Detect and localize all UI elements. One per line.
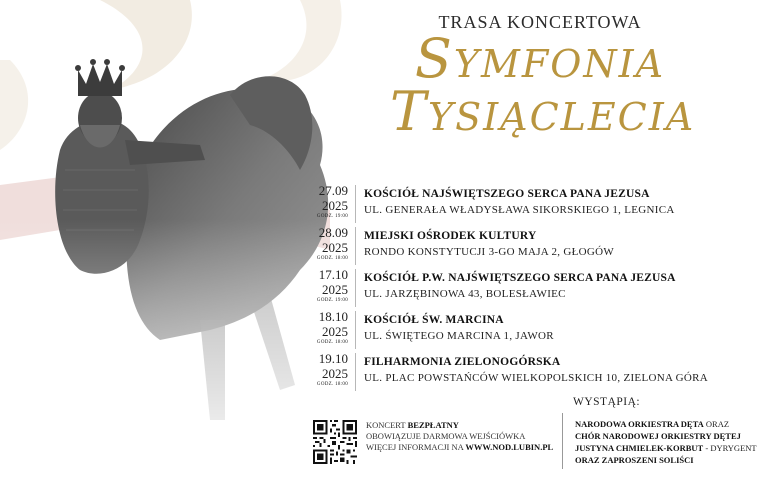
performer-choir: CHÓR NARODOWEJ ORKIESTRY DĘTEJ bbox=[575, 431, 741, 441]
divider bbox=[355, 227, 356, 265]
title-2-rest: YSIĄCLECIA bbox=[428, 95, 696, 139]
event-item bbox=[300, 183, 760, 225]
website-link[interactable]: WWW.NOD.LUBIN.PL bbox=[465, 442, 554, 452]
event-item bbox=[300, 267, 760, 309]
event-year: 2025 bbox=[322, 366, 348, 381]
info-text: KONCERT bbox=[366, 420, 408, 430]
divider bbox=[355, 353, 356, 391]
event-venue: KOŚCIÓŁ NAJŚWIĘTSZEGO SERCA PANA JEZUSA bbox=[364, 188, 650, 200]
event-date bbox=[300, 225, 348, 262]
event-day: 27.09 bbox=[318, 183, 348, 198]
free-label: BEZPŁATNY bbox=[407, 420, 459, 430]
divider bbox=[355, 185, 356, 223]
event-date bbox=[300, 267, 348, 304]
ticket-info bbox=[366, 420, 553, 453]
event-address: UL. ŚWIĘTEGO MARCINA 1, JAWOR bbox=[364, 330, 554, 342]
header bbox=[390, 8, 696, 143]
event-item bbox=[300, 225, 760, 267]
performer-line bbox=[575, 430, 757, 442]
event-time: GODZ. 19:00 bbox=[316, 214, 348, 219]
tour-label: TRASA KONCERTOWA bbox=[438, 12, 642, 32]
title-1-initial: S bbox=[414, 27, 454, 90]
title-line-1 bbox=[390, 27, 690, 90]
event-time: GODZ. 18:00 bbox=[316, 256, 348, 261]
divider bbox=[355, 269, 356, 307]
event-day: 28.09 bbox=[318, 225, 348, 240]
performer-line bbox=[575, 418, 757, 430]
performer-orchestra: NARODOWA ORKIESTRA DĘTA bbox=[575, 419, 704, 429]
info-text: WIĘCEJ INFORMACJI NA bbox=[366, 442, 466, 452]
event-date bbox=[300, 351, 348, 388]
event-year: 2025 bbox=[322, 324, 348, 339]
qr-code[interactable] bbox=[313, 420, 357, 464]
event-address: UL. GENERAŁA WŁADYSŁAWA SIKORSKIEGO 1, LEGNICA bbox=[364, 204, 675, 216]
title-1-rest: YMFONIA bbox=[453, 42, 666, 86]
event-time: GODZ. 18:00 bbox=[316, 340, 348, 345]
performers-list bbox=[575, 418, 757, 466]
event-list bbox=[300, 183, 760, 393]
event-time: GODZ. 19:00 bbox=[316, 298, 348, 303]
info-line-1 bbox=[366, 420, 553, 431]
event-item bbox=[300, 351, 760, 393]
event-venue: MIEJSKI OŚRODEK KULTURY bbox=[364, 230, 537, 242]
divider bbox=[355, 311, 356, 349]
title-2-initial: T bbox=[390, 80, 429, 143]
event-venue: KOŚCIÓŁ ŚW. MARCINA bbox=[364, 314, 504, 326]
performers-heading: WYSTĄPIĄ: bbox=[573, 396, 641, 408]
event-day: 19.10 bbox=[318, 351, 348, 366]
performer-soloists: ORAZ ZAPROSZENI SOLIŚCI bbox=[575, 455, 694, 465]
event-venue: KOŚCIÓŁ P.W. NAJŚWIĘTSZEGO SERCA PANA JEZUSA bbox=[364, 272, 676, 284]
performer-text: - DYRYGENT bbox=[703, 443, 757, 453]
event-address: UL. JARZĘBINOWA 43, BOLESŁAWIEC bbox=[364, 288, 566, 300]
divider bbox=[562, 413, 563, 469]
performer-text: ORAZ bbox=[703, 419, 730, 429]
event-address: UL. PLAC POWSTAŃCÓW WIELKOPOLSKICH 10, ZIELONA GÓRA bbox=[364, 372, 709, 384]
info-line-2: OBOWIĄZUJE DARMOWA WEJŚCIÓWKA bbox=[366, 431, 526, 441]
title-line-2 bbox=[390, 80, 696, 143]
event-date bbox=[300, 183, 348, 220]
event-year: 2025 bbox=[322, 198, 348, 213]
info-line-3 bbox=[366, 442, 553, 453]
event-day: 17.10 bbox=[318, 267, 348, 282]
performer-line bbox=[575, 442, 757, 454]
performer-conductor: JUSTYNA CHMIELEK-KORBUT bbox=[575, 443, 704, 453]
event-year: 2025 bbox=[322, 282, 348, 297]
performer-line bbox=[575, 454, 757, 466]
event-time: GODZ. 18:00 bbox=[316, 382, 348, 387]
event-venue: FILHARMONIA ZIELONOGÓRSKA bbox=[364, 356, 561, 368]
event-date bbox=[300, 309, 348, 346]
event-address: RONDO KONSTYTUCJI 3-GO MAJA 2, GŁOGÓW bbox=[364, 246, 615, 258]
event-item bbox=[300, 309, 760, 351]
event-day: 18.10 bbox=[318, 309, 348, 324]
event-year: 2025 bbox=[322, 240, 348, 255]
